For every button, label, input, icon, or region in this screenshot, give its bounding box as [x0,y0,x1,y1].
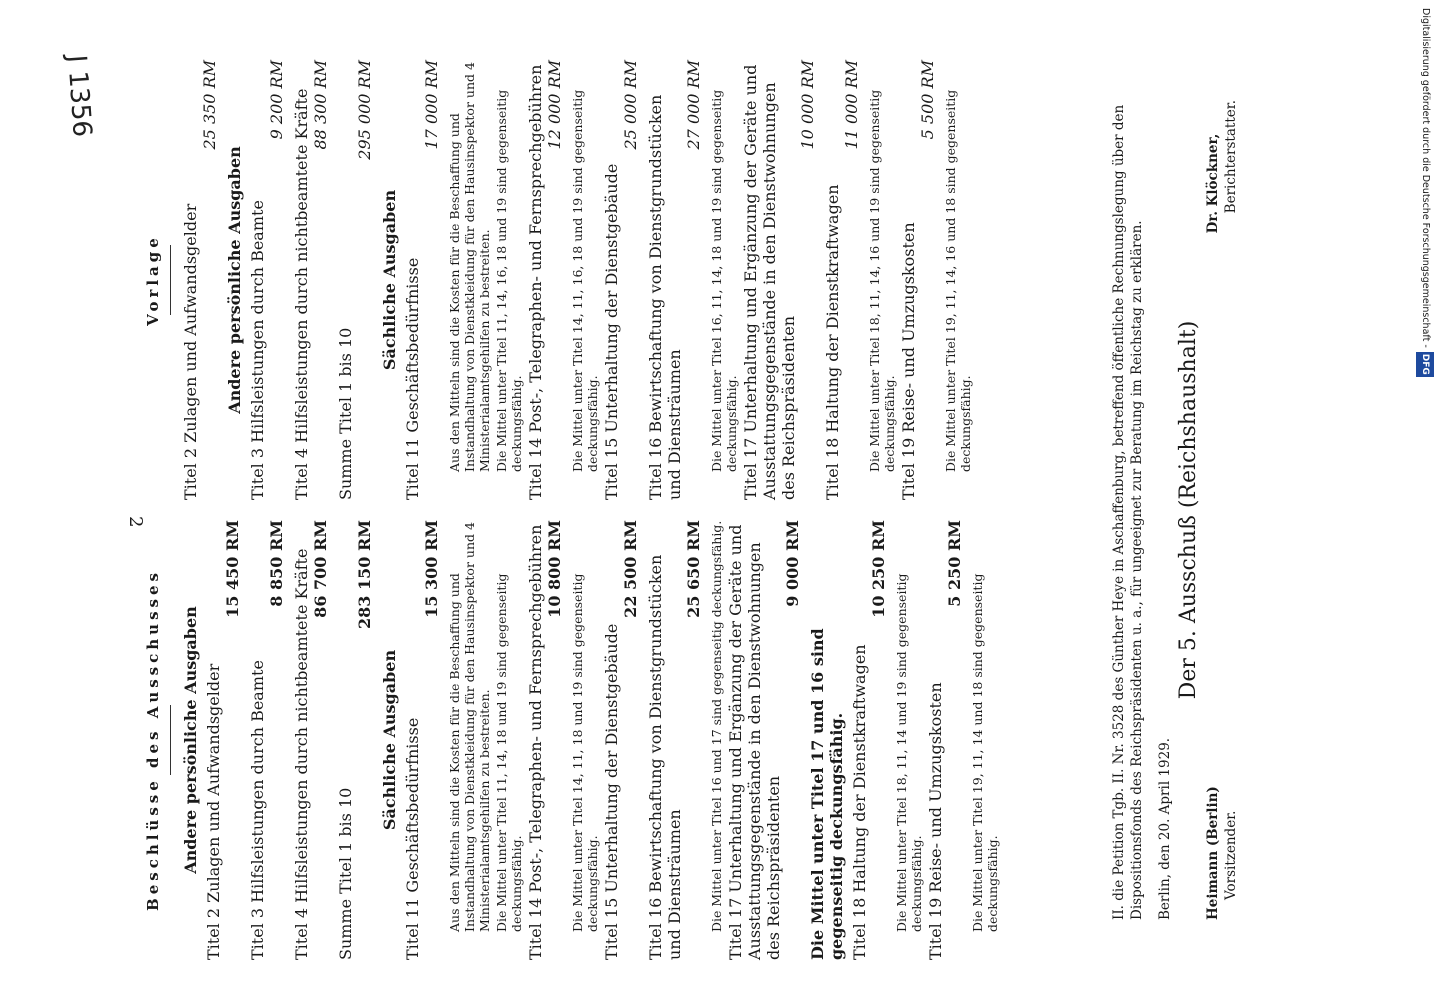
bottom-block-wrapper [1110,100,1330,920]
budget-line [204,520,242,960]
left-column-title: Vorlage [144,234,162,326]
section-heading: Sächliche Ausgaben [380,649,399,831]
handwritten-archive-note: J 1356 [61,54,97,139]
budget-line [899,60,937,500]
budget-line-amount: 86 700 RM [311,520,330,618]
budget-line [823,60,861,500]
budget-line-label: Titel 2 Zulagen und Aufwandsgelder [204,663,223,960]
budget-line [292,60,330,500]
divider [170,705,171,775]
budget-line-label: Titel 18 Haltung der Dienstkraftwagen [823,184,842,500]
budget-line-label: Summe Titel 1 bis 10 [336,327,355,500]
budget-line-label: Titel 15 Unterhaltung der Dienstgebäude [602,163,621,500]
budget-line-label: Titel 3 Hilfsleistungen durch Beamte [248,200,267,500]
committee-name: Der 5. Ausschuß (Reichshaushalt) [1176,320,1201,700]
divider [170,245,171,315]
right-column-title: Beschlüsse des Ausschusses [144,569,162,911]
budget-line [646,60,703,500]
budget-line-amount: 11 000 RM [842,60,861,150]
budget-line-label: Titel 18 Haltung der Dienstkraftwagen [850,644,869,960]
budget-line [526,60,564,500]
budget-line-amount: 295 000 RM [355,60,374,160]
budget-line [403,60,441,500]
budget-line [850,520,888,960]
budget-line-label: Titel 17 Unterhaltung und Ergänzung der Geräte und Ausstattungsgegenstände in den Dienstwohnungen des Reichspräsidenten [741,64,798,500]
budget-line [292,520,330,960]
budget-line-amount: 17 000 RM [422,60,441,150]
budget-line-amount: 10 800 RM [545,520,564,618]
page-number: 2 [125,516,146,528]
signatures [1204,100,1240,920]
emphasis-note: Die Mittel unter Titel 17 und 16 sind gegenseitig deckungsfähig. [808,628,846,960]
budget-line-amount: 22 500 RM [621,520,640,618]
budget-line [741,60,817,500]
budget-line-label: Titel 11 Geschäftsbedürfnisse [403,717,422,960]
budget-line-label: Titel 15 Unterhaltung der Dienstgebäude [602,623,621,960]
budget-line-amount: 5 250 RM [945,520,964,607]
petition-text: II. die Petition Tgb. II. Nr. 3528 des Günther Heye in Aschaffenburg, betreffend öffentliche Rechnungslegung über den Dispositionsfonds des Reichspräsidenten u. a., für ungeeignet zur Beratung im Reichstag zu erklären. [1111,104,1145,920]
note-text: Die Mittel unter Titel 16 und 17 sind gegenseitig deckungsfähig. [709,520,724,932]
budget-line-amount: 9 000 RM [783,520,802,607]
reporter-signature [1204,100,1240,233]
budget-line [403,520,441,960]
budget-line [526,520,564,960]
bottom-block [1110,100,1330,920]
budget-line-amount: 88 300 RM [311,60,330,150]
budget-line [248,520,286,960]
budget-line-amount: 25 650 RM [684,520,703,618]
budget-line [336,60,374,500]
credit-text: Digitalisierung gefördert durch die Deutsche Forschungsgemeinschaft - [1420,8,1431,348]
budget-line [602,60,640,500]
budget-line-amount: 10 000 RM [798,60,817,150]
note-text: Die Mittel unter Titel 19, 11, 14 und 18 sind gegenseitig deckungsfähig. [970,573,1000,932]
chair-signature [1204,786,1240,920]
budget-line-amount: 25 000 RM [621,60,640,150]
budget-line-label: Titel 16 Bewirtschaftung von Dienstgrundstücken und Diensträumen [646,94,684,500]
budget-line-amount: 15 300 RM [422,520,441,618]
budget-line-amount: 5 500 RM [918,60,937,140]
section-heading: Andere persönliche Ausgaben [225,146,244,414]
budget-line-label: Titel 14 Post-, Telegraphen- und Fernsprechgebühren [526,524,545,960]
budget-line-label: Titel 19 Reise- und Umzugskosten [899,222,918,500]
budget-line-label: Titel 4 Hilfsleistungen durch nichtbeamtete Kräfte [292,88,311,500]
place-date: Berlin, den 20. April 1929. [1157,737,1173,920]
dfg-logo: DFG [1416,352,1434,377]
budget-line-label: Summe Titel 1 bis 10 [336,787,355,960]
budget-line-amount: 10 250 RM [869,520,888,618]
budget-line [726,520,802,960]
budget-line [248,60,286,500]
budget-line-label: Titel 17 Unterhaltung und Ergänzung der Geräte und Ausstattungsgegenstände in den Dienstwohnungen des Reichspräsidenten [726,524,783,960]
budget-line-label: Titel 14 Post-, Telegraphen- und Fernsprechgebühren [526,64,545,500]
note-text: Die Mittel unter Titel 19, 11, 14, 16 und 18 sind gegenseitig deckungsfähig. [943,89,973,472]
credit-text-wrap [1416,8,1434,388]
budget-line [646,520,703,960]
budget-line-label: Titel 4 Hilfsleistungen durch nichtbeamtete Kräfte [292,548,311,960]
budget-line-label: Titel 19 Reise- und Umzugskosten [926,682,945,960]
budget-line-amount: 27 000 RM [684,60,703,150]
note-text: Aus den Mitteln sind die Kosten für die Beschaffung und Instandhaltung von Dienstkleidung für den Hausinspektor und 4 Ministerialamtsgehilfen zu bestreiten. [447,522,492,932]
budget-line-amount: 9 200 RM [267,60,286,140]
reporter-role: Berichterstatter. [1223,100,1239,214]
note-text: Die Mittel unter Titel 11, 14, 18 und 19 sind gegenseitig deckungsfähig. [494,573,524,932]
budget-line [926,520,964,960]
budget-line-label: Titel 2 Zulagen und Aufwandsgelder [181,203,200,500]
note-text: Die Mittel unter Titel 14, 11, 16, 18 und 19 sind gegenseitig deckungsfähig. [570,89,600,472]
reporter-name: Dr. Klöckner, [1205,133,1221,234]
budget-line-label: Titel 16 Bewirtschaftung von Dienstgrundstücken und Diensträumen [646,554,684,960]
budget-line-amount: 25 350 RM [200,60,219,150]
note-text: Die Mittel unter Titel 11, 14, 16, 18 und 19 sind gegenseitig deckungsfähig. [494,89,524,472]
budget-line [602,520,640,960]
note-text: Die Mittel unter Titel 14, 11, 18 und 19 sind gegenseitig deckungsfähig. [570,573,600,932]
note-text: Die Mittel unter Titel 16, 11, 14, 18 und 19 sind gegenseitig deckungsfähig. [709,89,739,472]
budget-line-label: Titel 3 Hilfsleistungen durch Beamte [248,660,267,960]
chair-role: Vorsitzender. [1223,810,1239,900]
section-heading: Andere persönliche Ausgaben [181,606,200,874]
credit-strip [1416,8,1434,388]
budget-line-amount: 8 850 RM [267,520,286,607]
note-text: Aus den Mitteln sind die Kosten für die Beschaffung und Instandhaltung von Dienstkleidung für den Hausinspektor und 4 Ministerialamtsgehilfen zu bestreiten. [447,62,492,472]
note-text: Die Mittel unter Titel 18, 11, 14, 16 und 19 sind gegenseitig deckungsfähig. [867,89,897,472]
budget-line-amount: 15 450 RM [223,520,242,618]
budget-line [336,520,374,960]
budget-line-amount: 12 000 RM [545,60,564,150]
right-column-lines [181,520,1000,960]
chair-name: Heimann (Berlin) [1205,786,1221,920]
note-text: Die Mittel unter Titel 18, 11, 14 und 19 sind gegenseitig deckungsfähig. [894,573,924,932]
budget-line-label: Titel 11 Geschäftsbedürfnisse [403,257,422,500]
budget-line-amount: 283 150 RM [355,520,374,629]
bottom-block-inner [1110,100,1330,920]
left-column-lines [181,60,973,500]
section-heading: Sächliche Ausgaben [380,189,399,371]
budget-line [181,60,219,500]
